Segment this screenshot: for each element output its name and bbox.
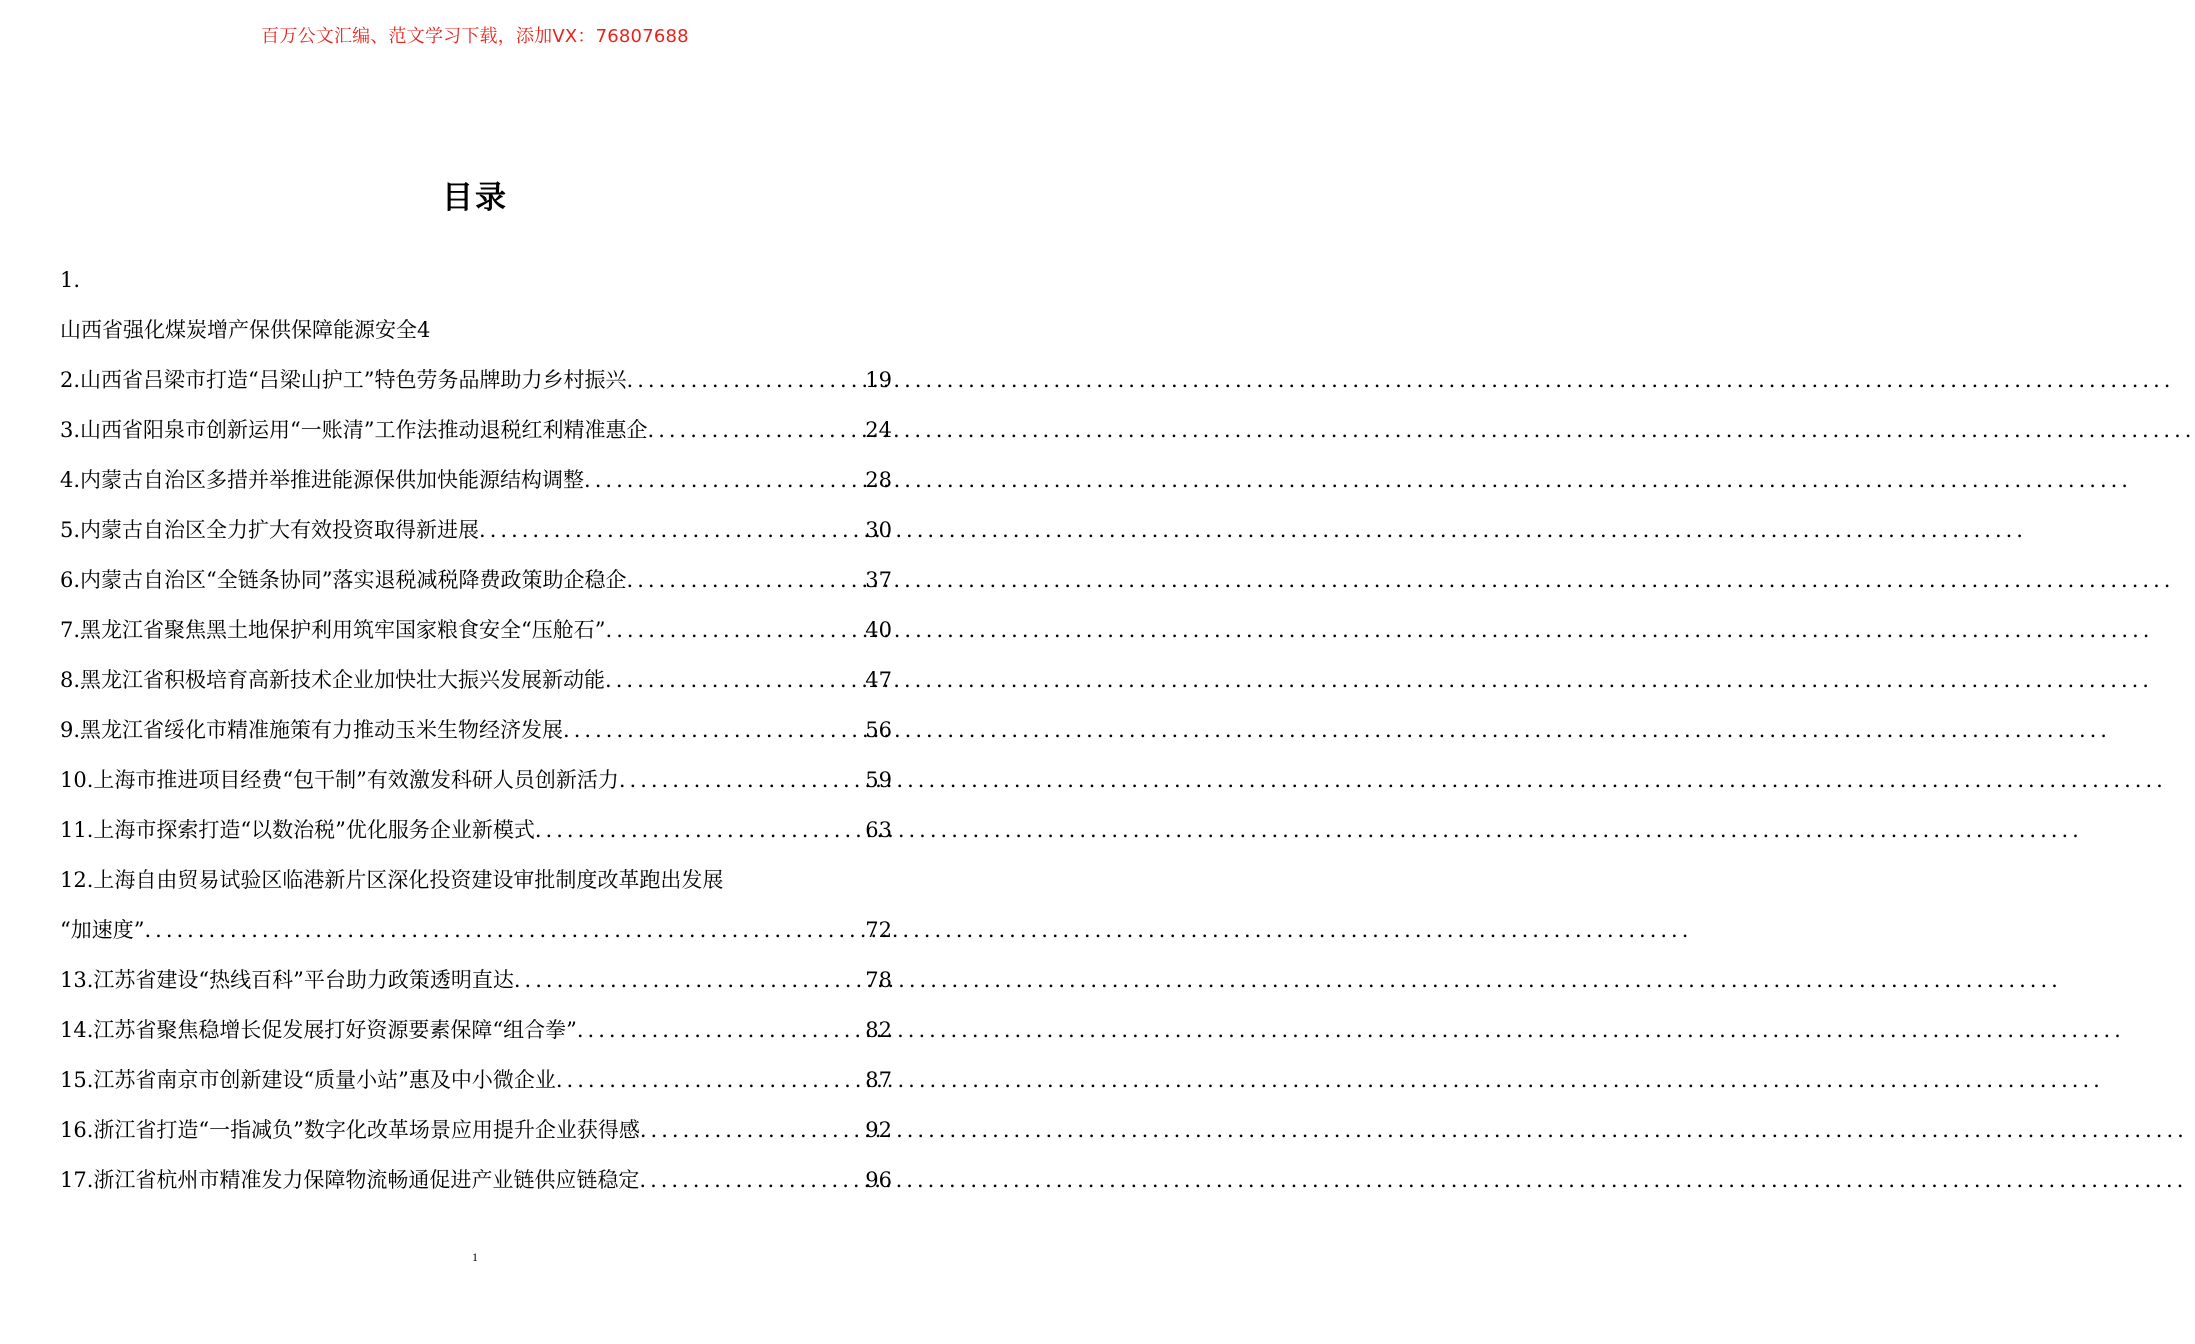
- toc-entry-title: 15.江苏省南京市创新建设“质量小站”惠及中小微企业: [60, 1068, 556, 1092]
- toc-entry: [60, 355, 892, 405]
- toc-entry-title: 16.浙江省打造“一指减负”数字化改革场景应用提升企业获得感: [60, 1118, 640, 1142]
- toc-entry-title: 4.内蒙古自治区多措并举推进能源保供加快能源结构调整: [60, 468, 585, 492]
- dot-leader: [556, 1055, 863, 1105]
- toc-page-number: 78: [865, 968, 892, 992]
- dot-leader: [627, 355, 864, 405]
- page-title: 目录: [442, 180, 508, 216]
- toc-entry-1-text: [60, 305, 892, 355]
- toc-page-number: 56: [865, 718, 892, 742]
- toc-entry: [60, 555, 892, 605]
- toc-entry: [60, 1005, 892, 1055]
- toc-page-number: 28: [865, 468, 892, 492]
- toc-entry: [60, 505, 892, 555]
- dot-leader: [584, 455, 863, 505]
- dot-leader: [577, 1005, 863, 1055]
- toc-page-number: 92: [865, 1118, 892, 1142]
- dot-leader: [619, 755, 863, 805]
- toc-entry: [60, 1055, 892, 1105]
- table-of-contents: [60, 255, 892, 1205]
- toc-entry-title: 3.山西省阳泉市创新运用“一账清”工作法推动退税红利精准惠企: [60, 418, 648, 442]
- toc-entry: [60, 605, 892, 655]
- toc-entry-12-line1: [60, 855, 892, 905]
- toc-entry: [60, 455, 892, 505]
- dot-leader: [563, 705, 863, 755]
- toc-entry-title: 9.黑龙江省绥化市精准施策有力推动玉米生物经济发展: [60, 718, 564, 742]
- toc-entry-title: 6.内蒙古自治区“全链条协同”落实退税减税降费政策助企稳企: [60, 568, 627, 592]
- watermark-banner: 百万公文汇编、范文学习下载，添加VX：76807688: [261, 26, 689, 47]
- dot-leader: [640, 1105, 863, 1155]
- dot-leader: [479, 505, 863, 555]
- toc-page-number: 40: [865, 618, 892, 642]
- toc-page-number: 19: [865, 368, 892, 392]
- toc-entry-title-continued: “加速度”: [60, 918, 145, 942]
- dot-leader: [627, 555, 864, 605]
- toc-entry-title: 17.浙江省杭州市精准发力保障物流畅通促进产业链供应链稳定: [60, 1168, 640, 1192]
- toc-page-number: 47: [865, 668, 892, 692]
- toc-page-number: 59: [865, 768, 892, 792]
- toc-page-number: 24: [865, 418, 892, 442]
- toc-entry-number: 1.: [60, 268, 81, 292]
- toc-entry-title: 10.上海市推进项目经费“包干制”有效激发科研人员创新活力: [60, 768, 619, 792]
- dot-leader: [648, 405, 864, 455]
- toc-page-number: 30: [865, 518, 892, 542]
- toc-entry-title: 13.江苏省建设“热线百科”平台助力政策透明直达: [60, 968, 514, 992]
- toc-entry: [60, 705, 892, 755]
- toc-entry-title: 5.内蒙古自治区全力扩大有效投资取得新进展: [60, 518, 480, 542]
- toc-entry-title: 11.上海市探索打造“以数治税”优化服务企业新模式: [60, 818, 535, 842]
- toc-entry: [60, 805, 892, 855]
- toc-entry-title: 14.江苏省聚焦稳增长促发展打好资源要素保障“组合拳”: [60, 1018, 577, 1042]
- dot-leader: [514, 955, 863, 1005]
- toc-page-number: 37: [865, 568, 892, 592]
- toc-page-number: 96: [865, 1168, 892, 1192]
- dot-leader: [144, 905, 863, 955]
- toc-entry: [60, 955, 892, 1005]
- dot-leader: [535, 805, 863, 855]
- toc-entry-12-line2: [60, 905, 892, 955]
- page-number: 1: [472, 1250, 478, 1264]
- toc-entry-title: 山西省强化煤炭增产保供保障能源安全4: [60, 318, 431, 342]
- toc-page-number: 87: [865, 1068, 892, 1092]
- toc-entry-title: 2.山西省吕梁市打造“吕梁山护工”特色劳务品牌助力乡村振兴: [60, 368, 627, 392]
- toc-entry-title: 12.上海自由贸易试验区临港新片区深化投资建设审批制度改革跑出发展: [60, 868, 724, 892]
- toc-page-number: 82: [865, 1018, 892, 1042]
- toc-entry-title: 7.黑龙江省聚焦黑土地保护利用筑牢国家粮食安全“压舱石”: [60, 618, 606, 642]
- dot-leader: [605, 655, 863, 705]
- toc-page-number: 72: [865, 918, 892, 942]
- toc-entry: [60, 1155, 892, 1205]
- toc-entry-title: 8.黑龙江省积极培育高新技术企业加快壮大振兴发展新动能: [60, 668, 606, 692]
- toc-entry: [60, 405, 892, 455]
- toc-entry: [60, 1105, 892, 1155]
- toc-page-number: 63: [865, 818, 892, 842]
- dot-leader: [606, 605, 864, 655]
- toc-entry: [60, 655, 892, 705]
- toc-entry: [60, 755, 892, 805]
- dot-leader: [639, 1155, 863, 1205]
- toc-entry-1-number: [60, 255, 892, 305]
